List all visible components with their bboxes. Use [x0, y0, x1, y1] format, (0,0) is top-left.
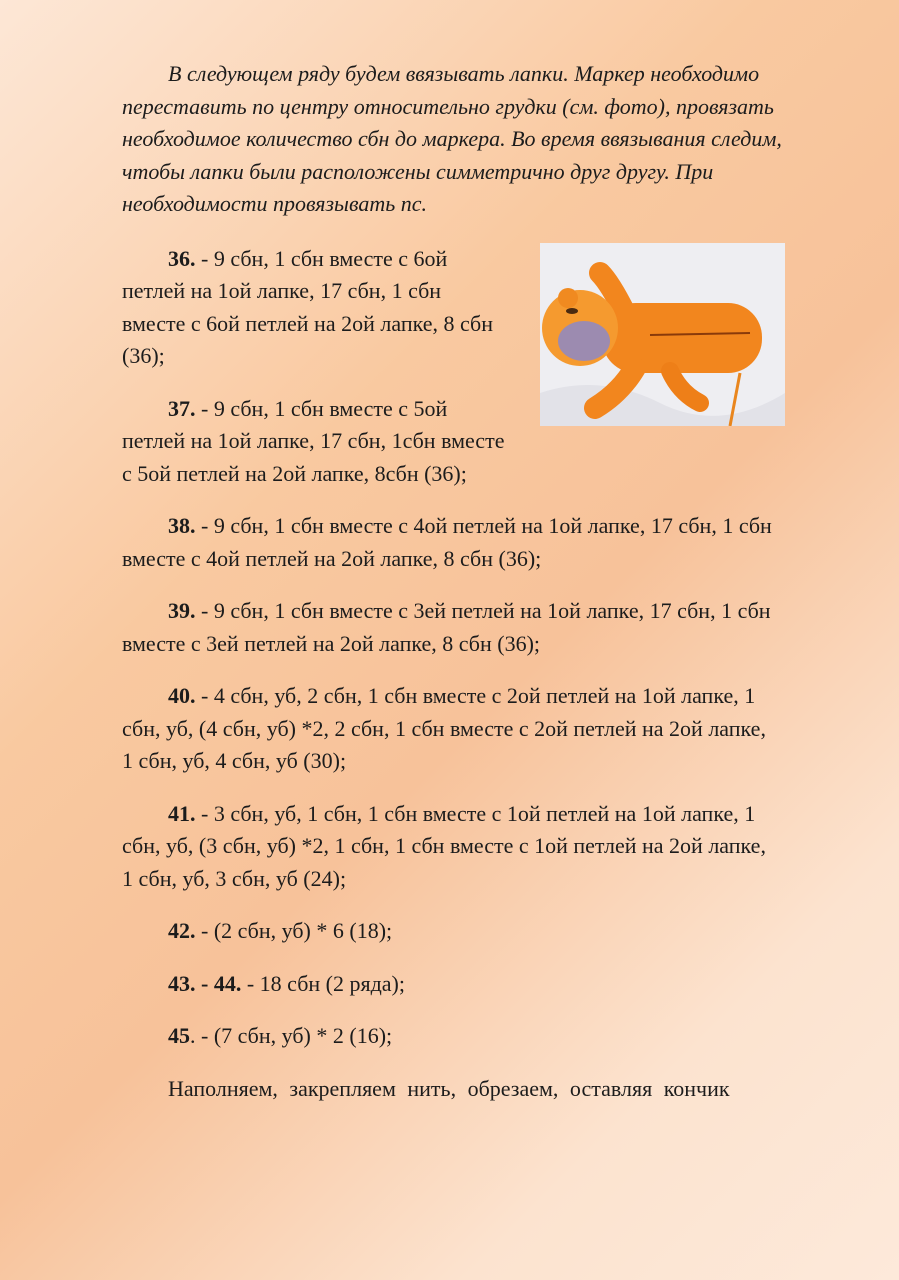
- row-text: - 9 сбн, 1 сбн вместе с 6ой петлей на 1ой лапке, 17 сбн, 1 сбн вместе с 6ой петлей на 2ой лапке, 8 сбн (36);: [122, 245, 493, 368]
- row-38: [122, 510, 782, 575]
- row-40: [122, 680, 782, 778]
- row-number: 43. - 44.: [168, 970, 242, 996]
- row-text: - 9 сбн, 1 сбн вместе с 3ей петлей на 1ой лапке, 17 сбн, 1 сбн вместе с 3ей петлей на 2ой лапке, 8 сбн (36);: [122, 598, 771, 656]
- row-39: [122, 595, 782, 660]
- intro-paragraph: В следующем ряду будем ввязывать лапки. Маркер необходимо переставить по центру относительно грудки (см. фото), провязать необходимое количество сбн до маркера. Во время ввязывания следим, чтобы лапки были расположены симметрично друг другу. При необходимости провязывать пс.: [122, 61, 782, 216]
- row-45: [122, 1020, 782, 1053]
- row-number: 42.: [168, 918, 196, 943]
- row-number: 36.: [168, 245, 196, 271]
- row-41: [122, 798, 782, 896]
- row-number: 45: [168, 1023, 190, 1048]
- row-43-44: [122, 968, 782, 1001]
- row-text: - 4 сбн, уб, 2 сбн, 1 сбн вместе с 2ой петлей на 1ой лапке, 1 сбн, уб, (4 сбн, уб) *2, 2 сбн, 1 сбн вместе с 2ой петлей на 2ой лапке, 1 сбн, уб, 4 сбн, уб (30);: [122, 683, 766, 773]
- toy-photo: [540, 243, 785, 426]
- row-text: - 3 сбн, уб, 1 сбн, 1 сбн вместе с 1ой петлей на 1ой лапке, 1 сбн, уб, (3 сбн, уб) *2, 1 сбн, 1 сбн вместе с 1ой петлей на 2ой лапке, 1 сбн, уб, 3 сбн, уб (24);: [122, 800, 766, 891]
- row-text: . - (7 сбн, уб) * 2 (16);: [190, 1023, 393, 1048]
- row-number: 39.: [168, 598, 196, 623]
- document-page: [122, 58, 782, 1105]
- row-text: - 9 сбн, 1 сбн вместе с 4ой петлей на 1ой лапке, 17 сбн, 1 сбн вместе с 4ой петлей на 2ой лапке, 8 сбн (36);: [122, 513, 772, 571]
- row-42: [122, 915, 782, 948]
- row-text: - (2 сбн, уб) * 6 (18);: [195, 918, 393, 943]
- row-36: [122, 243, 507, 373]
- row-number: 37.: [168, 395, 196, 421]
- row-text: - 18 сбн (2 ряда);: [241, 970, 405, 996]
- row-number: 41.: [168, 800, 196, 826]
- rows-with-photo: [122, 243, 782, 491]
- row-text: - 9 сбн, 1 сбн вместе с 5ой петлей на 1ой лапке, 17 сбн, 1сбн вместе с 5ой петлей на 2ой лапке, 8сбн (36);: [122, 395, 505, 486]
- row-number: 40.: [168, 683, 196, 708]
- row-number: 38.: [168, 513, 196, 538]
- final-paragraph: Наполняем, закрепляем нить, обрезаем, оставляя кончик: [168, 1075, 730, 1101]
- row-37: [122, 393, 507, 491]
- crochet-toy-image: [540, 243, 785, 426]
